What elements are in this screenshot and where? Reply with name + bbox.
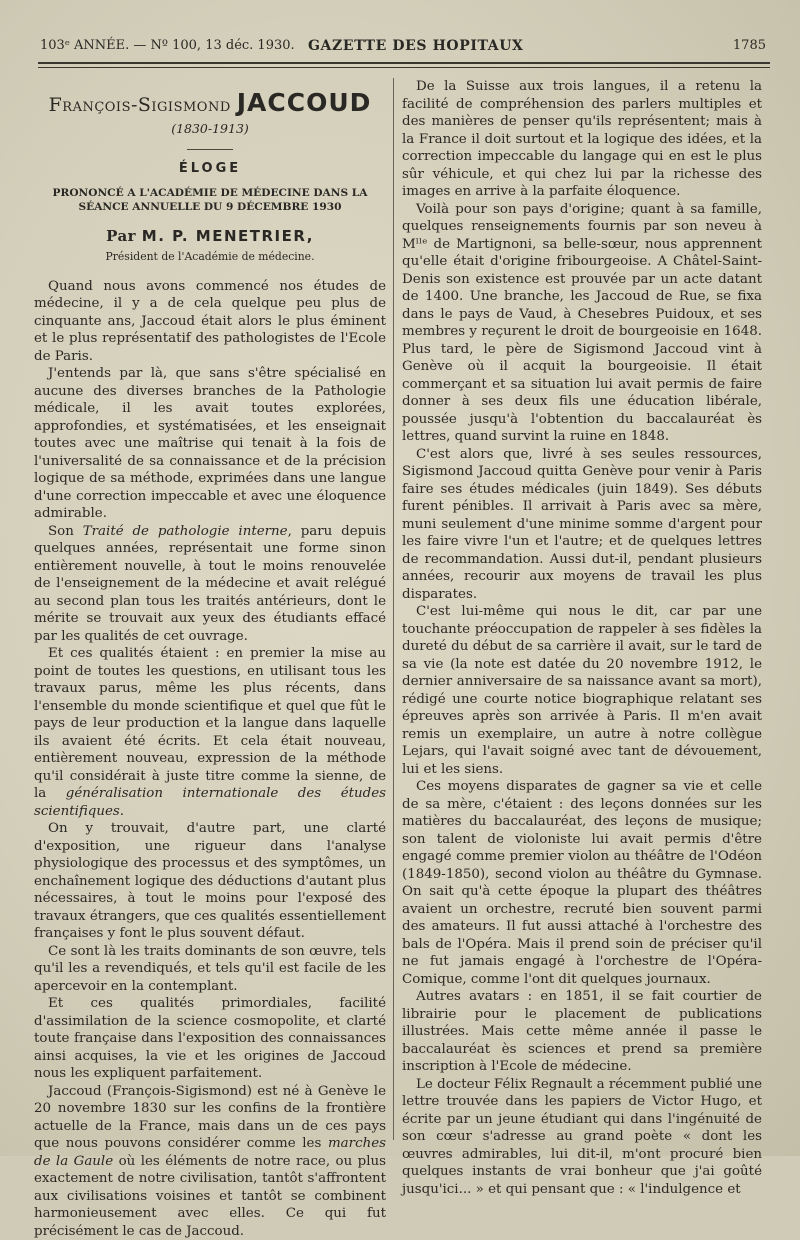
paragraph: C'est lui-même qui nous le dit, car par une touchante préoccupation de rappeler à ses fidèles la dureté du début de sa carrière il avait, sur le tard de sa vie (la note est datée du 20 novembre 1912, le dernier anniversaire de sa naissance avant sa mort), rédigé une courte notice biographique relatant ses épreuves après son arrivée à Paris. Il m'en avait remis un exemplaire, un autre à notre collègue Lejars, qui l'avait soigné avec tant de dévouement, lui et les siens. — [402, 603, 762, 778]
left-column — [34, 78, 386, 1240]
title-separator — [187, 149, 233, 150]
text-run: Son — [48, 524, 83, 539]
author-role: Président de l'Académie de médecine. — [34, 248, 386, 266]
author-by: Par — [106, 227, 136, 245]
journal-name: GAZETTE DES HOPITAUX — [308, 38, 523, 54]
paragraph: Le docteur Félix Regnault a récemment publié une lettre trouvée dans les papiers de Victor Hugo, et écrite par un jeune étudiant qui dans l'ingénuité de son cœur s'adresse au grand poète « dont les œuvres admirables, lui dit-il, m'ont procuré bien quelques instants de vrai bonheur que j'ai goûté jusqu'ici... » et qui pensant que : « l'indulgence et — [402, 1076, 762, 1199]
pronounced-subtitle: PRONONCÉ A L'ACADÉMIE DE MÉDECINE DANS LA SÉANCE ANNUELLE DU 9 DÉCEMBRE 1930 — [34, 186, 386, 214]
paragraph: De la Suisse aux trois langues, il a retenu la facilité de compréhension des parlers multiples et des manières de penser qu'ils représentent; mais à la France il doit surtout et la logique des idées, et la correction impeccable du langage qui en est le plus sûr véhicule, et qui chez lui par la richesse des images en arrive à la parfaite éloquence. — [402, 78, 762, 201]
paragraph: Voilà pour son pays d'origine; quant à sa famille, quelques renseignements fournis par son neveu à Mˡˡᵉ de Martignoni, sa belle-sœur, nous apprennent qu'elle était d'origine fribourgeoise. A Châtel-Saint-Denis son existence est prouvée par un acte datant de 1400. Une branche, les Jaccoud de Rue, se fixa dans le pays de Vaud, à Chesebres Puidoux, et ses membres y reçurent le droit de bourgeoisie en 1648. Plus tard, le père de Sigismond Jaccoud vint à Genève où il acquit la bourgeoisie. Il était commerçant et sa situation lui avait permis de faire donner à ses deux fils une éducation libérale, poussée jusqu'à l'obtention du baccalauréat ès lettres, quand survint la ruine en 1848. — [402, 201, 762, 446]
text-run: Jaccoud (François-Sigismond) est né à Genève le 20 novembre 1830 sur les confins de la frontière actuelle de la France, mais dans un de ces pays que nous pouvons considérer comme les — [34, 1084, 386, 1152]
paragraph: Ce sont là les traits dominants de son œuvre, tels qu'il les a revendiqués, et tels qu'il est facile de les apercevoir en la contemplant. — [34, 943, 386, 996]
eloge-heading: ÉLOGE — [34, 160, 386, 178]
left-column-body — [34, 278, 386, 1240]
italic-phrase: marches de la Gaule — [34, 1136, 386, 1169]
issue-info: 103ᵉ ANNÉE. — Nº 100, 13 déc. 1930. — [40, 38, 295, 53]
italic-phrase: généralisation internationale des études scientifiques. — [34, 786, 386, 819]
paragraph: C'est alors que, livré à ses seules ressources, Sigismond Jaccoud quitta Genève pour venir à Paris faire ses études médicales (juin 1849). Ses débuts furent pénibles. Il arrivait à Paris avec sa mère, muni seulement d'une minime somme d'argent pour les faire vivre l'un et l'autre; et de quelques lettres de recommandation. Aussi dut-il, pendant plusieurs années, recourir aux moyens de travail les plus disparates. — [402, 446, 762, 604]
text-run: , paru depuis quelques années, représentait une forme sinon entièrement nouvelle, à tout le moins renouvelée de l'enseignement de la médecine et avait relégué au second plan tous les traités antérieurs, dont le mérite se trouvait aux yeux des étudiants effacé par les qualités de cet ouvrage. — [34, 524, 386, 644]
paragraph: On y trouvait, d'autre part, une clarté d'exposition, une rigueur dans l'analyse physiologique des processus et des symptômes, un enchaînement logique des déductions d'autant plus nécessaires, à tout le moins pour l'exposé des travaux étrangers, que ces qualités essentiellement françaises y font le plus souvent défaut. — [34, 820, 386, 943]
text-run: où les éléments de notre race, ou plus exactement de notre civilisation, tantôt s'affrontent aux civilisations voisines et tantôt se combinent harmonieusement avec elles. Ce qui fut précisément le cas de Jaccoud. — [34, 1154, 386, 1239]
paragraph: J'entends par là, que sans s'être spécialisé en aucune des diverses branches de la Pathologie médicale, il les avait toutes explorées, approfondies, et systématisées, et les enseignait toutes avec une maîtrise qui tenait à la fois de l'universalité de sa connaissance et de la précision logique de sa méthode, exprimées dans une langue d'une correction impeccable et avec une éloquence admirable. — [34, 365, 386, 523]
author-name: M. P. MENETRIER, — [142, 227, 314, 245]
article-title — [34, 94, 386, 116]
paragraph — [34, 523, 386, 646]
page-number: 1785 — [733, 38, 766, 53]
author-line — [34, 228, 386, 246]
header-rule-thin — [38, 67, 770, 68]
article-dates: (1830-1913) — [34, 120, 386, 138]
title-prefix: François-Sigismond — [49, 94, 231, 116]
paragraph — [34, 645, 386, 820]
text-run: Et ces qualités étaient : en premier la mise au point de toutes les questions, en utilisant tous les travaux parus, même les plus récents, dans l'ensemble du monde scientifique et quel que fût le pays de leur production et la langue dans laquelle ils avaient été écrits. Et cela était nouveau, entièrement nouveau, expression de la méthode qu'il considérait à juste titre comme la sienne, de la — [34, 646, 386, 801]
page-header — [40, 38, 766, 58]
column-divider — [393, 78, 394, 1140]
paragraph: Quand nous avons commencé nos études de médecine, il y a de cela quelque peu plus de cinquante ans, Jaccoud était alors le plus éminent et le plus représentatif des pathologistes de l'Ecole de Paris. — [34, 278, 386, 366]
italic-title: Traité de pathologie interne — [83, 524, 288, 539]
title-name: JACCOUD — [237, 88, 372, 117]
paragraph: Autres avatars : en 1851, il se fait courtier de librairie pour le placement de publications illustrées. Mais cette même année il passe le baccalauréat ès sciences et prend sa première inscription à l'Ecole de médecine. — [402, 988, 762, 1076]
paragraph — [34, 1083, 386, 1240]
paragraph: Ces moyens disparates de gagner sa vie et celle de sa mère, c'étaient : des leçons données sur les matières du baccalauréat, des leçons de musique; son talent de violoniste lui avait permis d'être engagé comme premier violon au théâtre de l'Odéon (1849-1850), second violon au théâtre du Gymnase. On sait qu'à cette époque la plupart des théâtres avaient un orchestre, recruté bien souvent parmi des amateurs. Il fut aussi attaché à l'orchestre des bals de l'Opéra. Mais il prend soin de préciser qu'il ne fut jamais engagé à l'orchestre de l'Opéra-Comique, comme l'ont dit quelques journaux. — [402, 778, 762, 988]
right-column — [402, 78, 762, 1198]
header-rule-thick — [38, 62, 770, 64]
paragraph: Et ces qualités primordiales, facilité d'assimilation de la science cosmopolite, et clarté toute française dans l'exposition des connaissances ainsi acquises, la vie et les origines de Jaccoud nous les expliquent parfaitement. — [34, 995, 386, 1083]
